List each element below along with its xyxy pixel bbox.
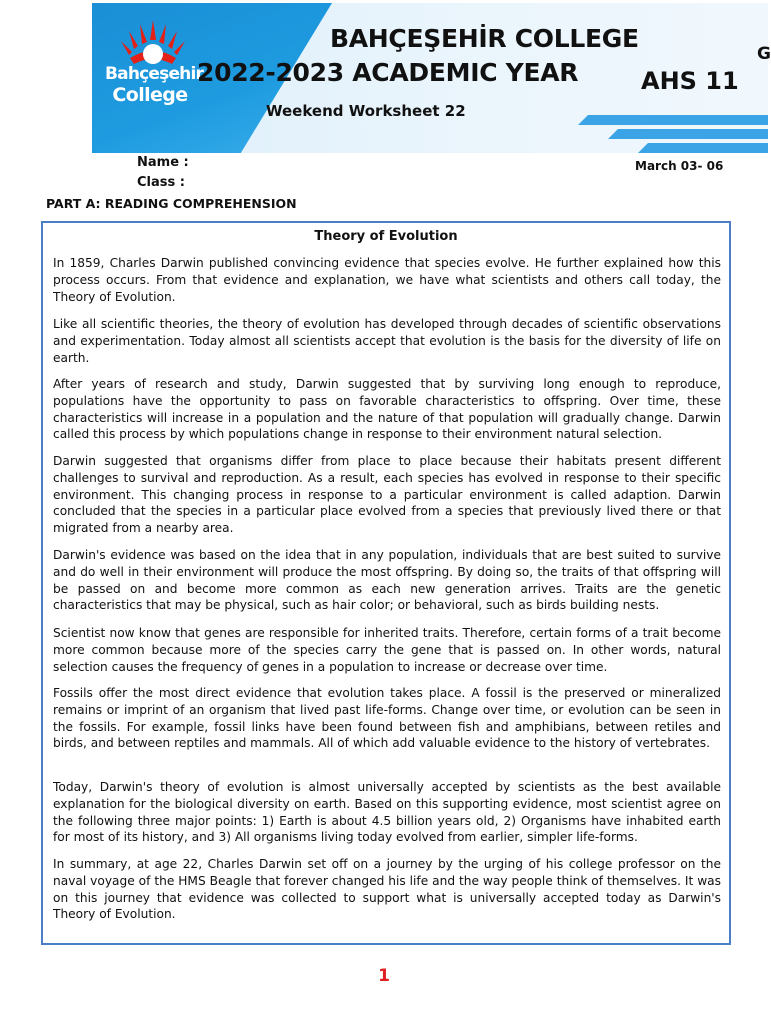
paragraph: Darwin's evidence was based on the idea that in any population, individuals that are best suited to survive and do well in their environment will produce the most offspring. By doing so, the traits of that offspring will be passed on and become more common as each new generation arrives. Traits are the genetic characteristics that may be physical, such as hair color; or behavioral, such as birds building nests. xyxy=(53,548,721,613)
reading-passage-box xyxy=(41,221,731,945)
class-label: Class : xyxy=(137,175,185,190)
paragraph: In summary, at age 22, Charles Darwin set off on a journey by the urging of his college professor on the naval voyage of the HMS Beagle that forever changed his life and the way people think of themselves. It was on this journey that evidence was collected to support what is universally accepted today as Darwin's Theory of Evolution. xyxy=(53,857,721,922)
part-a-heading: PART A: READING COMPREHENSION xyxy=(46,196,297,211)
paragraph: Like all scientific theories, the theory of evolution has developed through decades of scientific observations and experimentation. Today almost all scientists accept that evolution is the basis for the diversity of life on earth. xyxy=(53,317,721,365)
paragraph: In 1859, Charles Darwin published convincing evidence that species evolve. He further explained how this process occurs. From that evidence and explanation, we have what scientists and others call today, the Theory of Evolution. xyxy=(53,256,721,304)
paragraph: Scientist now know that genes are responsible for inherited traits. Therefore, certain forms of a trait become more common because more of the species carry the gene that is passed on. In other words, natural selection causes the frequency of genes in a population to increase or decrease over time. xyxy=(53,626,721,674)
paragraph: Fossils offer the most direct evidence that evolution takes place. A fossil is the preserved or mineralized remains or imprint of an organism that lived past life-forms. Change over time, or evolution can be seen in the fossils. For example, fossil links have been found between fish and amphibians, between retiles and birds, and between reptiles and mammals. All of which add valuable evidence to the history of vertebrates. xyxy=(53,686,721,751)
banner-stripe xyxy=(638,143,768,153)
logo-wordmark xyxy=(105,64,204,106)
worksheet-title: Weekend Worksheet 22 xyxy=(266,102,466,120)
academic-year-title: 2022-2023 ACADEMIC YEAR xyxy=(197,58,579,87)
college-title: BAHÇEŞEHİR COLLEGE xyxy=(330,24,639,53)
paragraph: Darwin suggested that organisms differ from place to place because their habitats present different challenges to survival and reproduction. As a result, each species has evolved in response to their specific environment. This changing process in response to a particular environment is called adaption. Darwin concluded that the species in a particular place evolved from a species that previously lived there or that migrated from a nearby area. xyxy=(53,454,721,536)
paragraph: After years of research and study, Darwin suggested that by surviving long enough to reproduce, populations have the opportunity to pass on favorable characteristics to offspring. Over time, these characteristics will increase in a population and the nature of that population will gradually change. Darwin called this process by which populations change in response to their environment natural selection. xyxy=(53,377,721,442)
name-label: Name : xyxy=(137,155,189,170)
reading-title: Theory of Evolution xyxy=(314,229,458,244)
date-label: March 03- 06 xyxy=(635,159,724,173)
course-code: AHS 11 xyxy=(641,67,739,95)
side-letter: G xyxy=(757,44,771,64)
page-number: 1 xyxy=(378,966,390,986)
paragraph: Today, Darwin's theory of evolution is almost universally accepted by scientists as the best available explanation for the biological diversity on earth. Based on this supporting evidence, most scientist agree on the following three major points: 1) Earth is about 4.5 billion years old, 2) Organisms have inhabited earth for most of its history, and 3) All organisms living today evolved from earlier, simpler life-forms. xyxy=(53,780,721,845)
logo-line1: Bahçeşehir xyxy=(105,64,204,84)
banner-stripe xyxy=(608,129,768,139)
logo-line2: College xyxy=(112,84,188,106)
banner-stripe xyxy=(578,115,768,125)
